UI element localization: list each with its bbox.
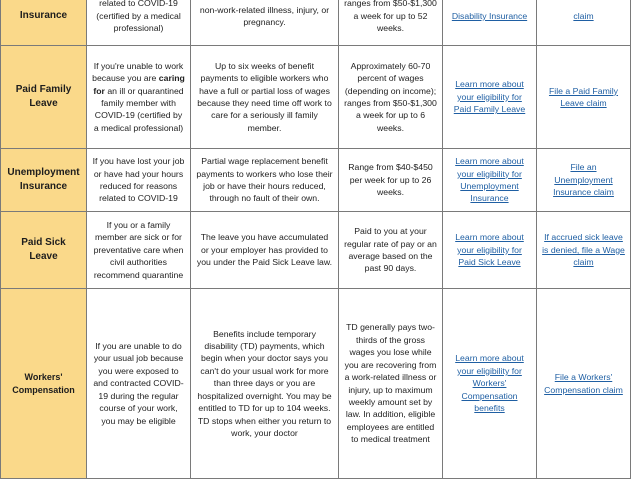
payment-cell [339, 149, 443, 212]
table-row-paid-family-leave [1, 46, 631, 149]
table-row-workers-compensation [1, 289, 631, 479]
table-row-paid-sick-leave [1, 212, 631, 289]
eligibility-cell [87, 0, 191, 46]
file-claim-cell [537, 289, 631, 479]
payment-cell [339, 212, 443, 289]
eligibility-text [92, 60, 185, 134]
file-claim-link[interactable]: claim [573, 10, 594, 21]
benefit-text: Benefits include temporary disability (TD) payments, which begin when your doctor says you can't do your usual work for more than three days or you are hospitalized overnight. You may be entitled to TD for up to 104 weeks. TD stops when either you return to work, your doctor [197, 328, 332, 438]
payment-cell [339, 46, 443, 149]
benefit-text: non-work-related illness, injury, or pregnancy. [199, 4, 330, 27]
benefit-text: Up to six weeks of benefit payments to eligible workers who have a full or partial loss of wages because they need time off work to care for a seriously ill family member. [197, 60, 332, 133]
benefit-cell [191, 149, 339, 212]
eligibility-text: If you have lost your job or have had your hours reduced for reasons related to COVID-19 [92, 156, 185, 204]
file-claim-link[interactable]: If accrued sick leave is denied, file a Wage claim [542, 232, 625, 268]
benefit-cell [191, 0, 339, 46]
program-name-cell [1, 0, 87, 46]
eligibility-cell [87, 212, 191, 289]
payment-text: TD generally pays two-thirds of the gross wages you lose while you are recovering from a work-related illness or injury, up to maximum weekly amount set by law. In addition, eligible employees are entitled to medical treatment [344, 322, 437, 445]
program-name: Paid Sick Leave [21, 237, 66, 262]
payment-text: ranges from $50-$1,300 a week for up to 52 weeks. [344, 0, 437, 34]
program-name: Unemployment Insurance [7, 167, 80, 192]
file-claim-cell [537, 46, 631, 149]
eligibility-cell [87, 149, 191, 212]
program-name-cell [1, 46, 87, 149]
benefit-text: Partial wage replacement benefit payments to workers who lose their job or have their hours reduced, through no fault of their own. [196, 156, 333, 204]
learn-more-cell [443, 212, 537, 289]
benefit-cell [191, 212, 339, 289]
payment-text: Approximately 60-70 percent of wages (depending on income); ranges from $50-$1,300 a week for up to 6 weeks. [344, 60, 437, 133]
table-row-unemployment-insurance [1, 149, 631, 212]
benefit-text: The leave you have accumulated or your employer has provided to you under the Paid Sick Leave law. [196, 232, 333, 268]
program-name: Paid Family Leave [15, 84, 72, 109]
program-name-cell [1, 289, 87, 479]
file-claim-cell [537, 0, 631, 46]
learn-more-cell [443, 289, 537, 479]
program-name-cell [1, 212, 87, 289]
learn-more-link[interactable]: Learn more about your eligibility for Workers' Compensation benefits [455, 353, 524, 414]
eligibility-text: If you are unable to do your usual job because you were exposed to and contracted COVID-19 during the regular course of your work, you may be eligible [93, 341, 184, 426]
learn-more-link[interactable]: Disability Insurance [451, 10, 528, 21]
file-claim-cell [537, 212, 631, 289]
program-name-cell [1, 149, 87, 212]
payment-text: Paid to you at your regular rate of pay or an average based on the past 90 days. [344, 226, 437, 274]
learn-more-link[interactable]: Learn more about your eligibility for Paid Family Leave [453, 79, 526, 115]
file-claim-link[interactable]: File a Workers' Compensation claim [544, 372, 623, 395]
payment-cell [339, 289, 443, 479]
benefit-cell [191, 46, 339, 149]
file-claim-cell [537, 149, 631, 212]
eligibility-text-emphasis: caring for [93, 73, 185, 96]
table-row-disability-insurance [1, 0, 631, 46]
learn-more-link[interactable]: Learn more about your eligibility for Unemployment Insurance [455, 156, 524, 204]
payment-cell [339, 0, 443, 46]
benefit-cell [191, 289, 339, 479]
eligibility-text: related to COVID-19 (certified by a medical professional) [96, 0, 181, 34]
eligibility-text: If you or a family member are sick or for preventative care when civil authorities recommend quarantine [93, 219, 184, 280]
program-name: Insurance [19, 10, 68, 21]
eligibility-cell [87, 289, 191, 479]
program-name: Workers' Compensation [12, 371, 75, 395]
eligibility-cell [87, 46, 191, 149]
learn-more-link[interactable]: Learn more about your eligibility for Paid Sick Leave [455, 232, 524, 268]
file-claim-link[interactable]: File an Unemployment Insurance claim [553, 162, 614, 198]
payment-text: Range from $40-$450 per week for up to 26 weeks. [348, 162, 433, 198]
learn-more-cell [443, 0, 537, 46]
file-claim-link[interactable]: File a Paid Family Leave claim [548, 85, 619, 108]
learn-more-cell [443, 149, 537, 212]
learn-more-cell [443, 46, 537, 149]
eligibility-text-end: an ill or quarantined family member with COVID-19 (certified by a medical professional) [93, 85, 184, 133]
eligibility-text-start: If you're unable to work because you are [92, 60, 184, 84]
